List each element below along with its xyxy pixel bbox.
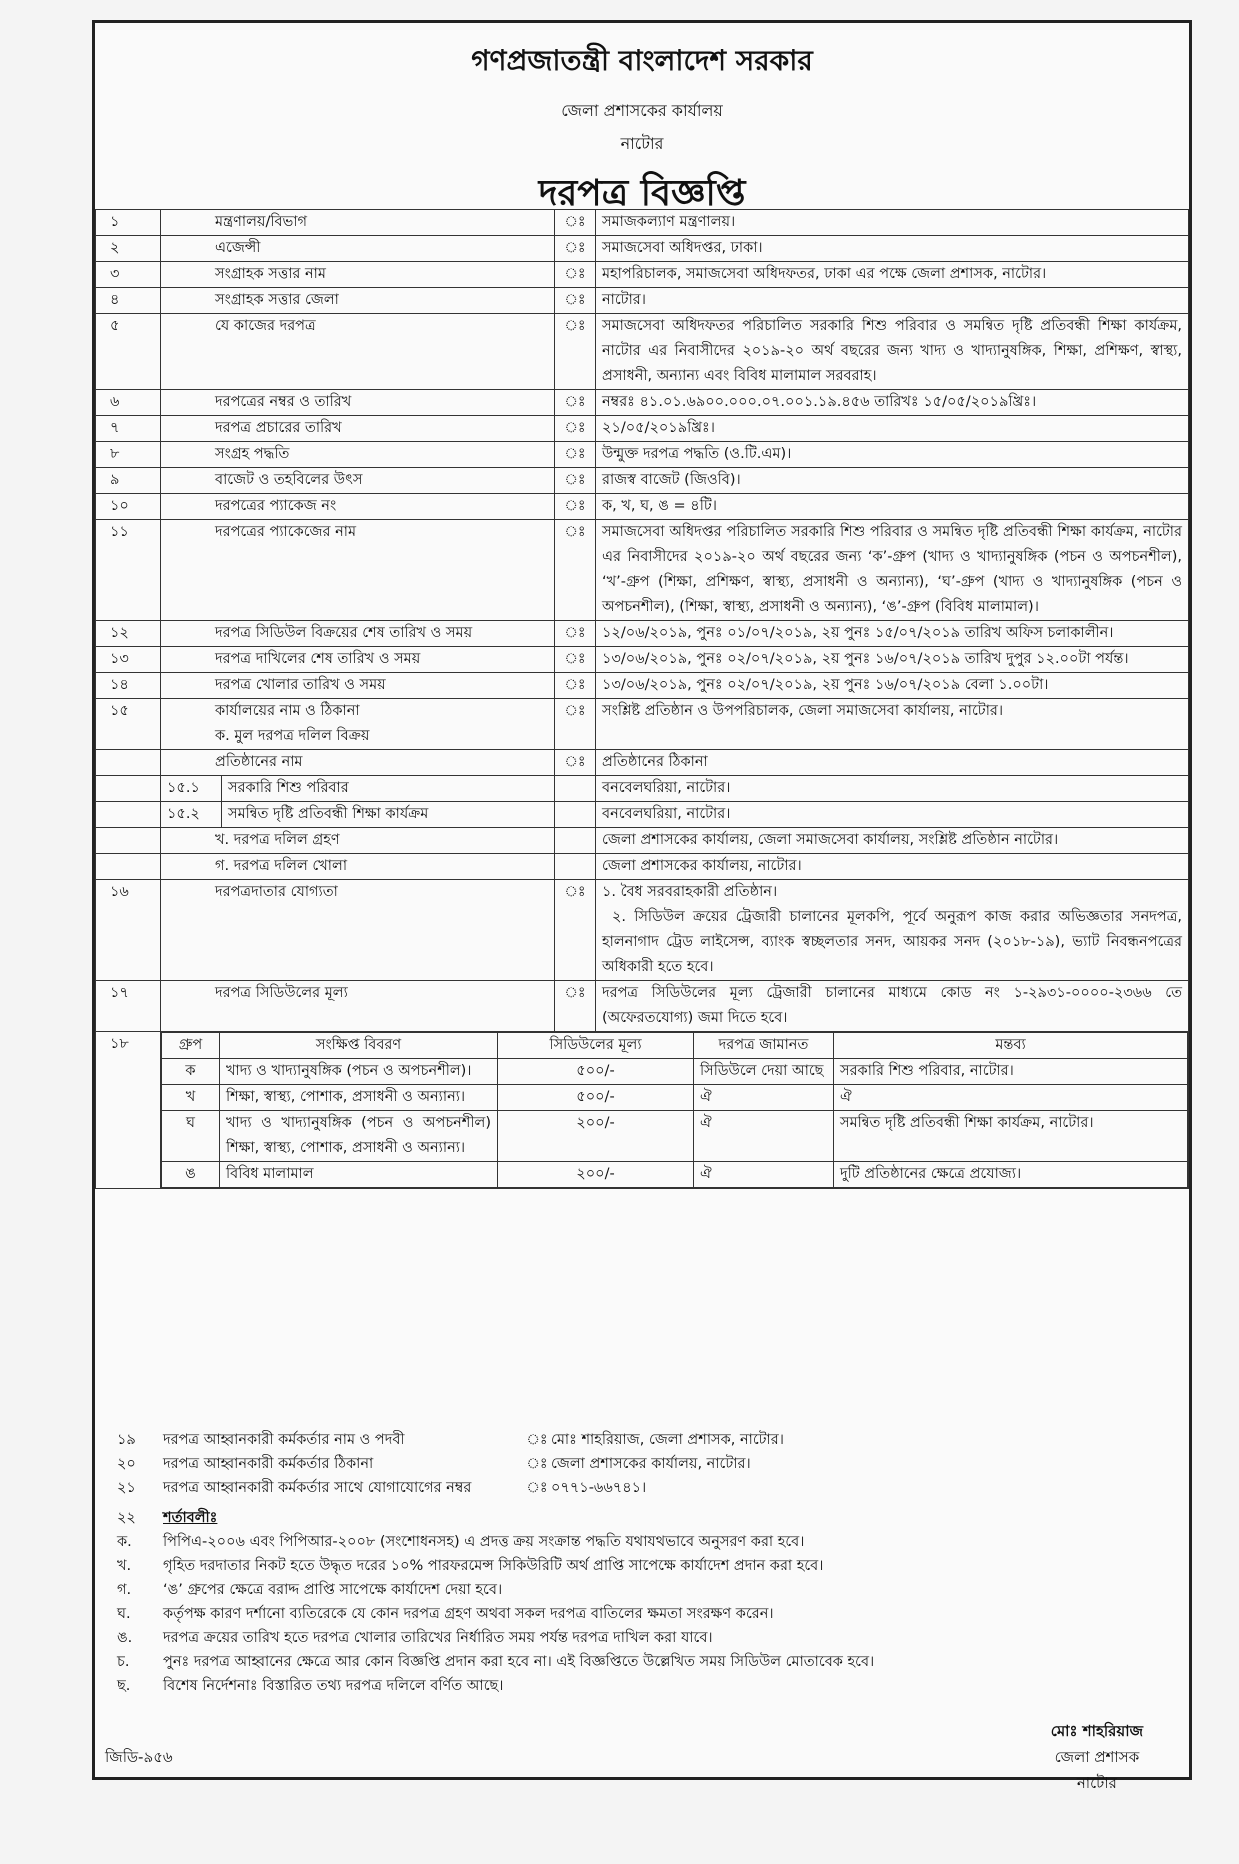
notice-table (95, 209, 1189, 1189)
row-label: এজেন্সী (161, 236, 555, 262)
address-head: প্রতিষ্ঠানের ঠিকানা (596, 750, 1189, 776)
office-name: জেলা প্রশাসকের কার্যালয় (561, 101, 723, 120)
table-row (96, 621, 1189, 647)
row-label: বাজেট ও তহবিলের উৎস (161, 468, 555, 494)
terms-title: শর্তাবলীঃ (163, 1510, 218, 1526)
row-17 (96, 981, 1189, 1032)
open-value: জেলা প্রশাসকের কার্যালয়, নাটোর। (596, 854, 1189, 880)
row-label: মন্ত্রণালয়/বিভাগ (161, 210, 555, 236)
row-number: ১০ (96, 494, 161, 520)
table-row (96, 288, 1189, 314)
footer-section (95, 1428, 1189, 1698)
row-number: ১ (96, 210, 161, 236)
sub-name: সমন্বিত দৃষ্টি প্রতিবন্ধী শিক্ষা কার্যক্রম (228, 806, 429, 822)
row-colon: ঃ (526, 1480, 548, 1496)
row-number: ১২ (96, 621, 161, 647)
remark-cell: দুটি প্রতিষ্ঠানের ক্ষেত্রে প্রযোজ্য। (834, 1162, 1188, 1188)
row-colon: ঃ (555, 621, 596, 647)
term-item (95, 1578, 1189, 1602)
row-number: ১৪ (96, 673, 161, 699)
row-15-kha (96, 828, 1189, 854)
row-number (96, 854, 161, 880)
term-text: গৃহিত দরদাতার নিকট হতে উদ্ধৃত দরের ১০% পারফরমেন্স সিকিউরিটি অর্থ প্রাপ্তি সাপেক্ষে কার্যাদেশ প্রদান করা হবে। (163, 1558, 824, 1574)
district-name: নাটোর (620, 134, 664, 153)
row-colon: ঃ (555, 494, 596, 520)
group-row (162, 1085, 1188, 1111)
row-colon: ঃ (555, 390, 596, 416)
price-cell: ২০০/- (498, 1162, 694, 1188)
term-key: ঙ. (117, 1630, 133, 1646)
sub-name: সরকারি শিশু পরিবার (228, 780, 349, 796)
group-table-header (162, 1033, 1188, 1059)
group-cell: ঙ (162, 1162, 220, 1188)
term-key: চ. (117, 1654, 130, 1670)
group-row (162, 1059, 1188, 1085)
remark-cell: সরকারি শিশু পরিবার, নাটোর। (834, 1059, 1188, 1085)
group-row (162, 1111, 1188, 1162)
row-label: দরপত্র আহ্বানকারী কর্মকর্তার সাথে যোগাযোগের নম্বর (163, 1480, 472, 1496)
table-row (96, 468, 1189, 494)
office-label: কার্যালয়ের নাম ও ঠিকানা (215, 703, 360, 719)
table-row (96, 390, 1189, 416)
group-cell: খ (162, 1085, 220, 1111)
header (95, 39, 1189, 226)
row-value: নাটোর। (596, 288, 1189, 314)
row-label: দরপত্র খোলার তারিখ ও সময় (161, 673, 555, 699)
term-item (95, 1530, 1189, 1554)
row-number: ১৯ (117, 1432, 136, 1448)
row-number: ৯ (96, 468, 161, 494)
price-cell: ৫০০/- (498, 1085, 694, 1111)
row-colon: ঃ (555, 314, 596, 390)
row-colon (555, 802, 596, 828)
desc-cell: শিক্ষা, স্বাস্থ্য, পোশাক, প্রসাধনী ও অন্যান্য। (220, 1085, 498, 1111)
row-label: দরপত্রদাতার যোগ্যতা (161, 880, 555, 981)
term-item (95, 1554, 1189, 1578)
remark-head: মন্তব্য (834, 1033, 1188, 1059)
row-number: ২১ (117, 1480, 136, 1496)
security-head: দরপত্র জামানত (694, 1033, 834, 1059)
row-colon: ঃ (555, 699, 596, 750)
open-label: গ. দরপত্র দলিল খোলা (161, 854, 555, 880)
term-text: দরপত্র ক্রয়ের তারিখ হতে দরপত্র খোলার তারিখের নির্ধারিত সময় পর্যন্ত দরপত্র দাখিল করা যাবে। (163, 1630, 713, 1646)
row-label: দরপত্রের প্যাকেজ নং (161, 494, 555, 520)
row-value: ০৭৭১-৬৬৭৪১। (551, 1480, 647, 1496)
row-label (161, 699, 555, 750)
row-colon: ঃ (555, 416, 596, 442)
desc-cell: খাদ্য ও খাদ্যানুষঙ্গিক (পচন ও অপচনশীল)। (220, 1059, 498, 1085)
remark-cell: ঐ (834, 1085, 1188, 1111)
row-number: ১৮ (96, 1032, 161, 1189)
group-table (161, 1032, 1188, 1188)
row-colon: ঃ (555, 442, 596, 468)
desc-head: সংক্ষিপ্ত বিবরণ (220, 1033, 498, 1059)
row-number (96, 750, 161, 776)
row-number: ১৫ (96, 699, 161, 750)
row-15 (96, 699, 1189, 750)
row-number: ৭ (96, 416, 161, 442)
footer-row (95, 1452, 1189, 1476)
qualification-1: ১. বৈধ সরবরাহকারী প্রতিষ্ঠান। (602, 884, 778, 900)
sub-number: ১৫.১ (161, 776, 222, 801)
receive-label: খ. দরপত্র দলিল গ্রহণ (161, 828, 555, 854)
table-row (96, 647, 1189, 673)
institution-cell (161, 776, 555, 802)
term-key: ঘ. (117, 1606, 131, 1622)
row-value: নম্বরঃ ৪১.০১.৬৯০০.০০০.০৭.০০১.১৯.৪৫৬ তারিখঃ ১৫/০৫/২০১৯খ্রিঃ। (596, 390, 1189, 416)
row-colon: ঃ (555, 647, 596, 673)
sub-number: ১৫.২ (161, 802, 222, 827)
row-number: ৮ (96, 442, 161, 468)
group-cell: ক (162, 1059, 220, 1085)
footer-row (95, 1428, 1189, 1452)
group-head: গ্রুপ (162, 1033, 220, 1059)
row-value: সমাজসেবা অধিদপ্তর, ঢাকা। (596, 236, 1189, 262)
term-item (95, 1626, 1189, 1650)
table-row (96, 314, 1189, 390)
group-table-cell (161, 1032, 1189, 1189)
row-number: ২০ (117, 1456, 136, 1472)
row-15-head (96, 750, 1189, 776)
signature-block (1051, 1718, 1143, 1796)
row-value: সমাজসেবা অধিদপ্তর পরিচালিত সরকারি শিশু পরিবার ও সমন্বিত দৃষ্টি প্রতিবন্ধী শিক্ষা কার্যক্রম, নাটোর এর নিবাসীদের ২০১৯-২০ অর্থ বছরের জন্য ‘ক’-গ্রুপ (খাদ্য ও খাদ্যানুষঙ্গিক (পচন ও অপচনশীল), ‘খ’-গ্রুপ (শিক্ষা, প্রশিক্ষণ, স্বাস্থ্য, প্রসাধনী ও অন্যান্য), ‘ঘ’-গ্রুপ (খাদ্য ও খাদ্যানুষঙ্গিক (পচন ও অপচনশীল), (শিক্ষা, স্বাস্থ্য, প্রসাধনী ও অন্যান্য), ‘ঙ’-গ্রুপ (বিবিধ মালামাল)। (596, 520, 1189, 621)
security-cell: ঐ (694, 1162, 834, 1188)
desc-cell: খাদ্য ও খাদ্যানুষঙ্গিক (পচন ও অপচনশীল) শিক্ষা, স্বাস্থ্য, পোশাক, প্রসাধনী ও অন্যান্য। (220, 1111, 498, 1162)
security-cell: সিডিউলে দেয়া আছে (694, 1059, 834, 1085)
table-row (96, 262, 1189, 288)
row-number: ২ (96, 236, 161, 262)
row-18 (96, 1032, 1189, 1189)
notice-title: দরপত্র বিজ্ঞপ্তি (538, 173, 746, 214)
signatory-name: মোঃ শাহরিয়াজ (1050, 1722, 1143, 1740)
row-label: সংগ্রাহক সত্তার নাম (161, 262, 555, 288)
sub-address: বনবেলঘরিয়া, নাটোর। (596, 776, 1189, 802)
terms-section (95, 1506, 1189, 1698)
row-15-sub (96, 776, 1189, 802)
sub-address: বনবেলঘরিয়া, নাটোর। (596, 802, 1189, 828)
row-number (96, 776, 161, 802)
desc-cell: বিবিধ মালামাল (220, 1162, 498, 1188)
institution-head: প্রতিষ্ঠানের নাম (161, 750, 555, 776)
govt-title: গণপ্রজাতন্ত্রী বাংলাদেশ সরকার (471, 44, 813, 77)
term-text: পিপিএ-২০০৬ এবং পিপিআর-২০০৮ (সংশোধনসহ) এ প্রদত্ত ক্রয় সংক্রান্ত পদ্ধতি যথাযথভাবে অনুসরণ করা হবে। (163, 1534, 805, 1550)
row-value: ২১/০৫/২০১৯খ্রিঃ। (596, 416, 1189, 442)
row-16 (96, 880, 1189, 981)
table-row (96, 673, 1189, 699)
row-value: ১৩/০৬/২০১৯, পুনঃ ০২/০৭/২০১৯, ২য় পুনঃ ১৬/০৭/২০১৯ বেলা ১.০০টা। (596, 673, 1189, 699)
row-colon: ঃ (555, 236, 596, 262)
row-colon (555, 776, 596, 802)
row-number (96, 802, 161, 828)
signatory-designation: জেলা প্রশাসক (1054, 1748, 1140, 1766)
row-number: ৪ (96, 288, 161, 314)
row-colon: ঃ (555, 673, 596, 699)
term-key: ক. (117, 1534, 132, 1550)
row-colon (555, 828, 596, 854)
row-value: ১২/০৬/২০১৯, পুনঃ ০১/০৭/২০১৯, ২য় পুনঃ ১৫/০৭/২০১৯ তারিখ অফিস চলাকালীন। (596, 621, 1189, 647)
row-number: ১৩ (96, 647, 161, 673)
row-number: ৩ (96, 262, 161, 288)
row-label: দরপত্রের প্যাকেজের নাম (161, 520, 555, 621)
receive-value: জেলা প্রশাসকের কার্যালয়, জেলা সমাজসেবা কার্যালয়, সংশ্লিষ্ট প্রতিষ্ঠান নাটোর। (596, 828, 1189, 854)
row-label: দরপত্র আহ্বানকারী কর্মকর্তার নাম ও পদবী (163, 1432, 405, 1448)
row-value: মহাপরিচালক, সমাজসেবা অধিদফতর, ঢাকা এর পক্ষে জেলা প্রশাসক, নাটোর। (596, 262, 1189, 288)
row-label: দরপত্র দাখিলের শেষ তারিখ ও সময় (161, 647, 555, 673)
row-colon: ঃ (555, 210, 596, 236)
row-colon: ঃ (526, 1456, 548, 1472)
row-colon: ঃ (555, 468, 596, 494)
term-item (95, 1650, 1189, 1674)
table-row (96, 236, 1189, 262)
term-item (95, 1674, 1189, 1698)
row-number: ১৭ (96, 981, 161, 1032)
row-label: যে কাজের দরপত্র (161, 314, 555, 390)
tender-notice (92, 20, 1192, 1792)
term-item (95, 1602, 1189, 1626)
price-cell: ৫০০/- (498, 1059, 694, 1085)
price-head: সিডিউলের মূল্য (498, 1033, 694, 1059)
remark-cell: সমন্বিত দৃষ্টি প্রতিবন্ধী শিক্ষা কার্যক্রম, নাটোর। (834, 1111, 1188, 1162)
row-value: ক, খ, ঘ, ঙ = ৪টি। (596, 494, 1189, 520)
row-colon: ঃ (555, 880, 596, 981)
security-cell: ঐ (694, 1111, 834, 1162)
signatory-place: নাটোর (1076, 1774, 1117, 1792)
row-colon: ঃ (555, 288, 596, 314)
row-value (596, 880, 1189, 981)
row-number: ১১ (96, 520, 161, 621)
term-key: খ. (117, 1558, 132, 1574)
row-value: ১৩/০৬/২০১৯, পুনঃ ০২/০৭/২০১৯, ২য় পুনঃ ১৬/০৭/২০১৯ তারিখ দুপুর ১২.০০টা পর্যন্ত। (596, 647, 1189, 673)
table-row (96, 520, 1189, 621)
row-label: সংগ্রাহক সত্তার জেলা (161, 288, 555, 314)
term-text: পুনঃ দরপত্র আহ্বানের ক্ষেত্রে আর কোন বিজ্ঞপ্তি প্রদান করা হবে না। এই বিজ্ঞপ্তিতে উল্লেখিত সময় সিডিউল মোতাবেক হবে। (163, 1654, 875, 1670)
row-value: সমাজকল্যাণ মন্ত্রণালয়। (596, 210, 1189, 236)
term-key: ছ. (117, 1678, 131, 1694)
term-key: গ. (117, 1582, 132, 1598)
table-row (96, 210, 1189, 236)
term-text: ‘ঙ’ গ্রুপের ক্ষেত্রে বরাদ্দ প্রাপ্তি সাপেক্ষে কার্যাদেশ দেয়া হবে। (163, 1582, 503, 1598)
row-colon: ঃ (555, 520, 596, 621)
row-number: ১৬ (96, 880, 161, 981)
group-cell: ঘ (162, 1111, 220, 1162)
qualification-2: ২. সিডিউল ক্রয়ের ট্রেজারী চালানের মূলকপি, পূর্বে অনুরূপ কাজ করার অভিজ্ঞতার সনদপত্র, হালনাগাদ ট্রেড লাইসেন্স, ব্যাংক স্বচ্ছলতার সনদ, আয়কর সনদ (২০১৮-১৯), ভ্যাট নিবন্ধনপত্রের অধিকারী হতে হবে। (602, 909, 1182, 975)
row-label: সংগ্রহ পদ্ধতি (161, 442, 555, 468)
row-number: ৫ (96, 314, 161, 390)
table-row (96, 442, 1189, 468)
row-colon: ঃ (526, 1432, 548, 1448)
footer-row (95, 1476, 1189, 1500)
sale-label: ক. মুল দরপত্র দলিল বিক্রয় (215, 728, 370, 744)
row-colon: ঃ (555, 262, 596, 288)
row-value: সমাজসেবা অধিদফতর পরিচালিত সরকারি শিশু পরিবার ও সমন্বিত দৃষ্টি প্রতিবন্ধী শিক্ষা কার্যক্রম, নাটোর এর নিবাসীদের ২০১৯-২০ অর্থ বছরের জন্য খাদ্য ও খাদ্যানুষঙ্গিক, শিক্ষা, প্রশিক্ষণ, স্বাস্থ্য, প্রসাধনী, অন্যান্য এবং বিবিধ মালামাল সরবরাহ। (596, 314, 1189, 390)
gd-number: জিডি-৯৫৬ (105, 1748, 173, 1766)
row-label: দরপত্র আহ্বানকারী কর্মকর্তার ঠিকানা (163, 1456, 374, 1472)
row-value: দরপত্র সিডিউলের মূল্য ট্রেজারী চালানের মাধ্যমে কোড নং ১-২৯৩১-০০০০-২৩৬৬ তে (অফেরতযোগ্য) জমা দিতে হবে। (596, 981, 1189, 1032)
row-number: ৬ (96, 390, 161, 416)
row-label: দরপত্রের নম্বর ও তারিখ (161, 390, 555, 416)
row-label: দরপত্র সিডিউল বিক্রয়ের শেষ তারিখ ও সময় (161, 621, 555, 647)
row-value: সংশ্লিষ্ট প্রতিষ্ঠান ও উপপরিচালক, জেলা সমাজসেবা কার্যালয়, নাটোর। (596, 699, 1189, 750)
group-row (162, 1162, 1188, 1188)
row-colon: ঃ (555, 981, 596, 1032)
row-value: উন্মুক্ত দরপত্র পদ্ধতি (ও.টি.এম)। (596, 442, 1189, 468)
row-value: জেলা প্রশাসকের কার্যালয়, নাটোর। (551, 1456, 751, 1472)
row-value: মোঃ শাহরিয়াজ, জেলা প্রশাসক, নাটোর। (551, 1432, 784, 1448)
row-colon: ঃ (555, 750, 596, 776)
term-text: বিশেষ নির্দেশনাঃ বিস্তারিত তথ্য দরপত্র দলিলে বর্ণিত আছে। (163, 1678, 504, 1694)
row-15-sub (96, 802, 1189, 828)
table-row (96, 494, 1189, 520)
row-number: ২২ (117, 1510, 136, 1526)
term-text: কর্তৃপক্ষ কারণ দর্শানো ব্যতিরেকে যে কোন দরপত্র গ্রহণ অথবা সকল দরপত্র বাতিলের ক্ষমতা সংরক্ষণ করেন। (163, 1606, 774, 1622)
row-15-ga (96, 854, 1189, 880)
price-cell: ২০০/- (498, 1111, 694, 1162)
row-number (96, 828, 161, 854)
row-colon (555, 854, 596, 880)
row-label: দরপত্র প্রচারের তারিখ (161, 416, 555, 442)
table-row (96, 416, 1189, 442)
security-cell: ঐ (694, 1085, 834, 1111)
institution-cell (161, 802, 555, 828)
row-value: রাজস্ব বাজেট (জিওবি)। (596, 468, 1189, 494)
row-label: দরপত্র সিডিউলের মূল্য (161, 981, 555, 1032)
